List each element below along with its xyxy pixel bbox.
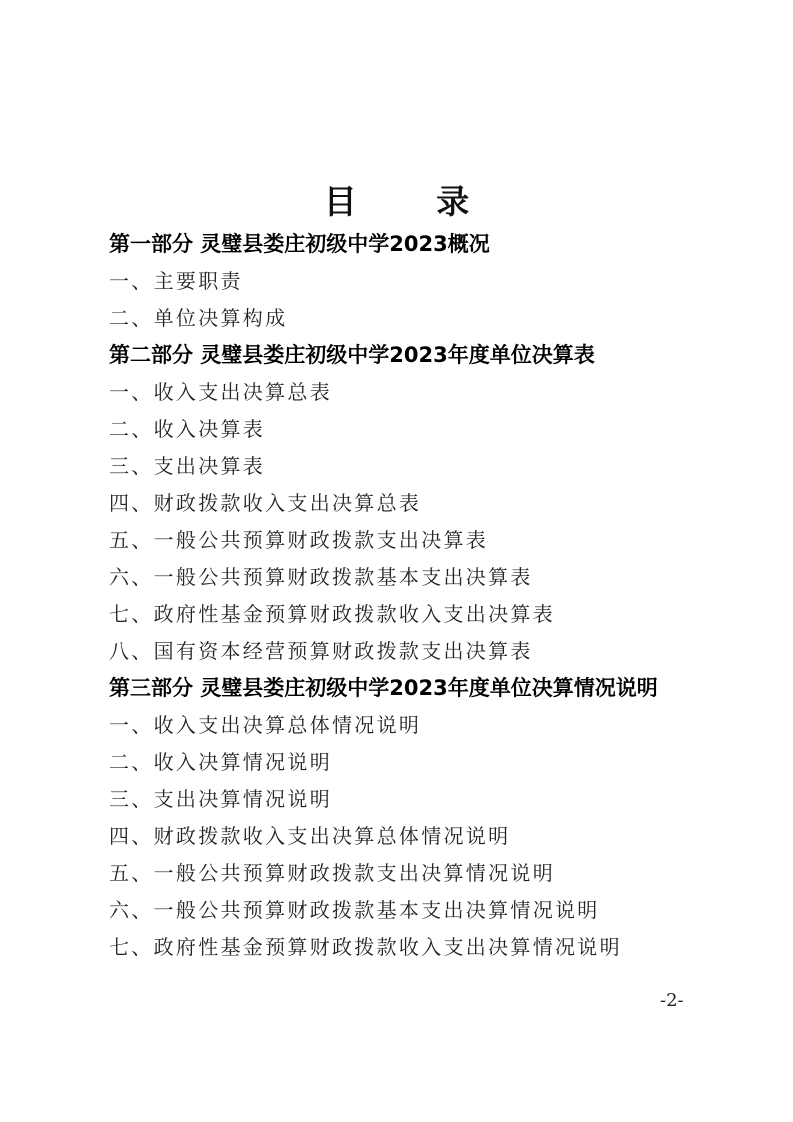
part-heading-3: 第三部分 灵璧县娄庄初级中学2023年度单位决算情况说明 xyxy=(109,676,658,700)
toc-item: 一、主要职责 xyxy=(109,269,243,293)
toc-item: 三、支出决算表 xyxy=(109,454,266,478)
toc-item: 七、政府性基金预算财政拨款收入支出决算情况说明 xyxy=(109,935,622,959)
toc-item: 二、收入决算表 xyxy=(109,417,266,441)
toc-item: 一、收入支出决算总表 xyxy=(109,380,332,404)
toc-item: 四、财政拨款收入支出决算总体情况说明 xyxy=(109,824,511,848)
toc-item: 一、收入支出决算总体情况说明 xyxy=(109,713,422,737)
toc-item: 二、单位决算构成 xyxy=(109,306,288,330)
part-heading-1: 第一部分 灵璧县娄庄初级中学2023概况 xyxy=(109,232,490,256)
page-number: -2- xyxy=(660,990,684,1011)
toc-item: 五、一般公共预算财政拨款支出决算表 xyxy=(109,528,489,552)
page-title: 目 录 xyxy=(323,182,504,221)
table-of-contents xyxy=(109,226,709,966)
toc-item: 五、一般公共预算财政拨款支出决算情况说明 xyxy=(109,861,555,885)
toc-item: 二、收入决算情况说明 xyxy=(109,750,332,774)
toc-item: 四、财政拨款收入支出决算总表 xyxy=(109,491,422,515)
part-heading-2: 第二部分 灵璧县娄庄初级中学2023年度单位决算表 xyxy=(109,343,595,367)
toc-item: 八、国有资本经营预算财政拨款支出决算表 xyxy=(109,639,533,663)
toc-item: 三、支出决算情况说明 xyxy=(109,787,332,811)
toc-item: 六、一般公共预算财政拨款基本支出决算情况说明 xyxy=(109,898,600,922)
toc-item: 六、一般公共预算财政拨款基本支出决算表 xyxy=(109,565,533,589)
toc-item: 七、政府性基金预算财政拨款收入支出决算表 xyxy=(109,602,555,626)
